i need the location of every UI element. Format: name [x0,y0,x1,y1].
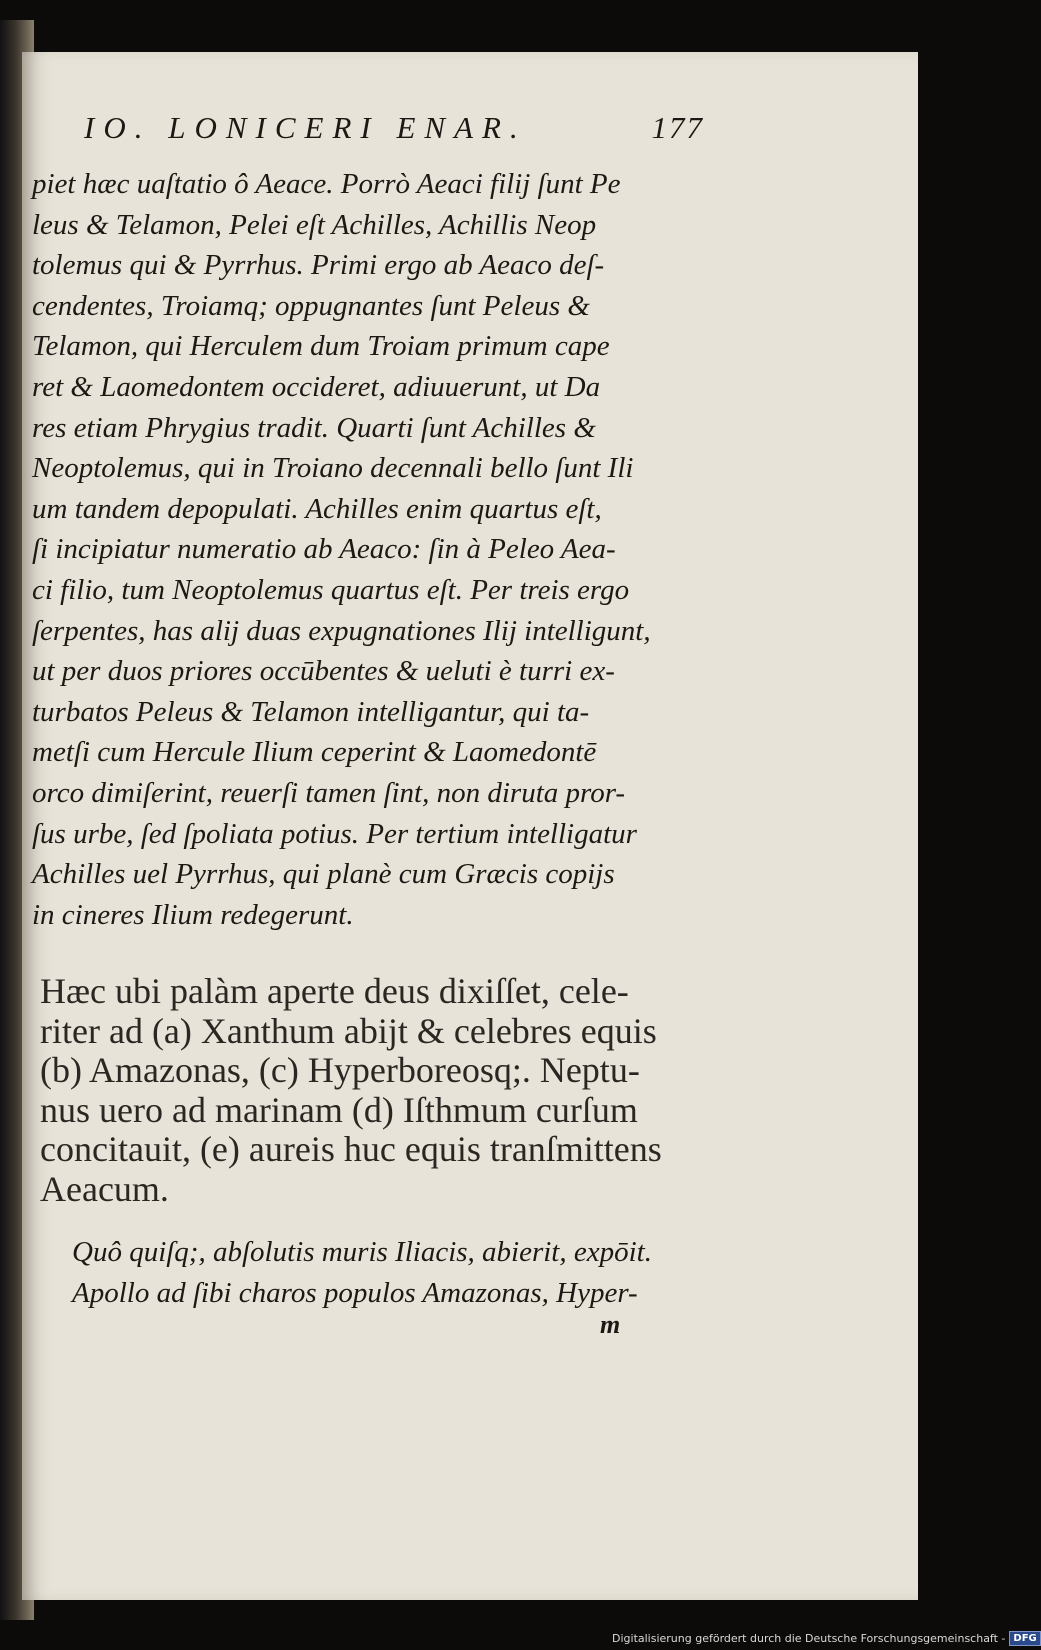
commentary-line: ſi incipiatur numeratio ab Aeaco: ſin à Peleo Aea- [32,533,616,566]
commentary-line: in cineres Ilium redegerunt. [32,898,354,931]
commentary-line: Neoptolemus, qui in Troiano decennali bello ſunt Ili [32,452,634,485]
running-header [84,110,704,146]
commentary-block-second [72,1232,712,1314]
main-text-block [40,972,690,1209]
book-page [22,52,918,1600]
commentary-line: Quô quiſq;, abſolutis muris Iliacis, abierit, expōit. [72,1236,652,1268]
commentary-line: Apollo ad ſibi charos populos Amazonas, Hyper- [72,1277,638,1309]
commentary-line: metſi cum Hercule Ilium ceperint & Laomedontē [32,736,597,769]
page-number: 177 [651,110,704,145]
catchword: m [600,1310,621,1339]
running-title: IO. LONICERI ENAR. [84,110,527,145]
text-line: nus uero ad marinam (d) Iſthmum curſum [40,1089,638,1130]
commentary-line: leus & Telamon, Pelei eſt Achilles, Achillis Neop [32,208,597,241]
commentary-line: Telamon, qui Herculem dum Troiam primum cape [32,330,610,363]
commentary-line: um tandem depopulati. Achilles enim quartus eſt, [32,492,602,525]
commentary-line: turbatos Peleus & Telamon intelligantur, qui ta- [32,695,590,728]
commentary-line: orco dimiſerint, reuerſi tamen ſint, non diruta pror- [32,776,626,809]
text-line: (b) Amazonas, (c) Hyperboreosq;. Neptu- [40,1050,640,1090]
text-line: concitauit, (e) aureis huc equis tranſmittens [40,1129,662,1169]
text-line: Aeacum. [40,1168,169,1209]
commentary-block [32,164,692,935]
dfg-logo: DFG [1009,1631,1040,1646]
commentary-line: Achilles uel Pyrrhus, qui planè cum Græcis copijs [32,858,615,891]
commentary-line: cendentes, Troiamq; oppugnantes ſunt Peleus & [32,289,590,322]
footer-credit-text: Digitalisierung gefördert durch die Deutsche Forschungsgemeinschaft - [612,1632,1006,1645]
text-line: Hæc ubi palàm aperte deus dixiſſet, cele- [40,971,629,1011]
commentary-line: ſus urbe, ſed ſpoliata potius. Per tertium intelligatur [32,817,637,850]
commentary-line: tolemus qui & Pyrrhus. Primi ergo ab Aeaco deſ- [32,249,605,282]
commentary-line: ut per duos priores occūbentes & ueluti è turri ex- [32,655,615,688]
text-line: riter ad (a) Xanthum abijt & celebres equis [40,1010,657,1051]
commentary-line: piet hæc uaſtatio ô Aeace. Porrò Aeaci filij ſunt Pe [32,168,621,200]
commentary-line: ci filio, tum Neoptolemus quartus eſt. Per treis ergo [32,573,630,606]
commentary-line: ret & Laomedontem occideret, adiuuerunt, ut Da [32,370,601,403]
commentary-line: res etiam Phrygius tradit. Quarti ſunt Achilles & [32,411,596,444]
commentary-line: ſerpentes, has alij duas expugnationes Ilij intelligunt, [32,614,651,647]
digitization-footer [612,1631,1041,1646]
